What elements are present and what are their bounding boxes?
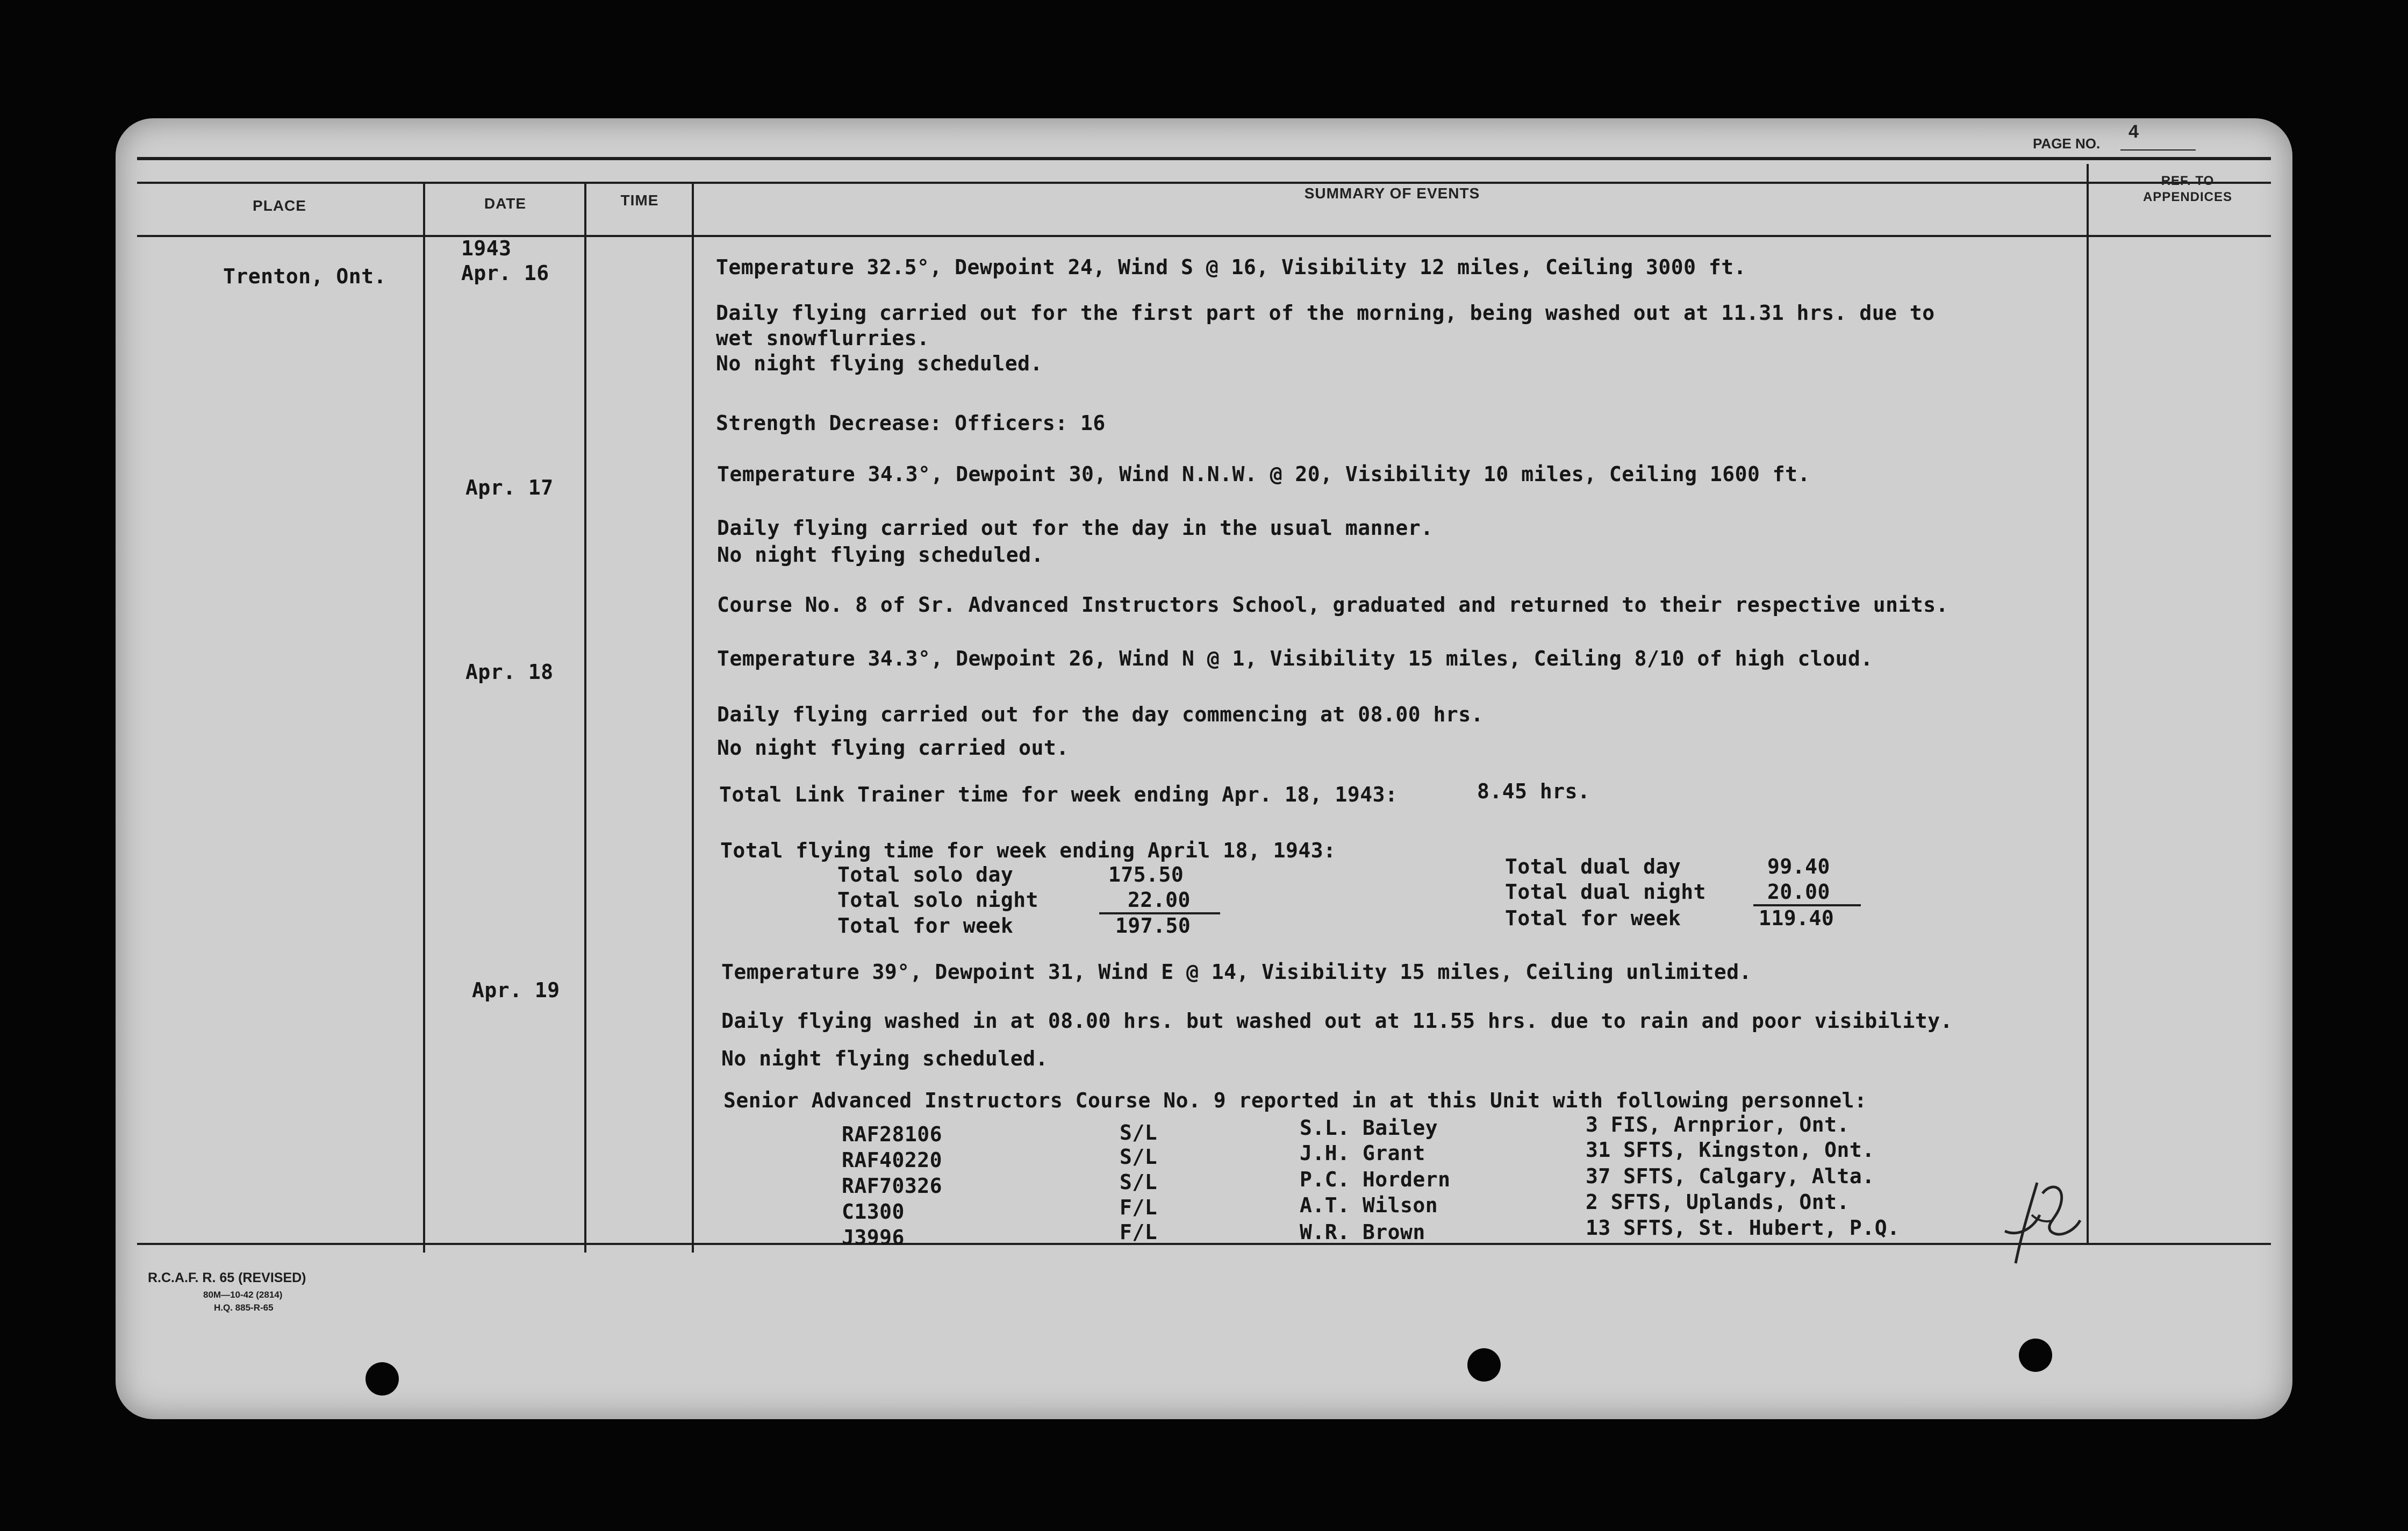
binder-hole: [1467, 1348, 1501, 1382]
apr17-course: Course No. 8 of Sr. Advanced Instructors School, graduated and returned to their respective units.: [717, 593, 1949, 617]
header-bottom-rule: [137, 235, 2271, 237]
apr16-strength: Strength Decrease: Officers: 16: [716, 411, 1106, 435]
personnel-unit: 3 FIS, Arnprior, Ont.: [1586, 1113, 1850, 1136]
dual-day-label: Total dual day: [1505, 855, 1681, 878]
apr16-night: No night flying scheduled.: [716, 352, 1043, 375]
page-number-label: PAGE NO.: [2033, 135, 2101, 152]
apr18-night: No night flying carried out.: [717, 736, 1069, 760]
apr19-weather: Temperature 39°, Dewpoint 31, Wind E @ 14, Visibility 15 miles, Ceiling unlimited.: [721, 960, 1752, 984]
form-hq-code: H.Q. 885-R-65: [214, 1303, 274, 1313]
apr18-weather: Temperature 34.3°, Dewpoint 26, Wind N @ 1, Visibility 15 miles, Ceiling 8/10 of high cloud.: [717, 647, 1873, 670]
personnel-name: S.L. Bailey: [1300, 1116, 1438, 1140]
dual-night-label: Total dual night: [1505, 880, 1707, 904]
apr19-course: Senior Advanced Instructors Course No. 9 reported in at this Unit with following personnel:: [723, 1089, 1867, 1112]
apr18-link-label: Total Link Trainer time for week ending Apr. 18, 1943:: [719, 783, 1398, 806]
solo-week-label: Total for week: [837, 914, 1014, 938]
page-number: 4: [2128, 121, 2139, 142]
apr17-night: No night flying scheduled.: [717, 543, 1044, 567]
apr19-night: No night flying scheduled.: [721, 1047, 1048, 1070]
personnel-rank: S/L: [1120, 1145, 1158, 1169]
binder-hole: [2019, 1339, 2052, 1372]
apr17-flying: Daily flying carried out for the day in the usual manner.: [717, 516, 1434, 540]
apr17-weather: Temperature 34.3°, Dewpoint 30, Wind N.N.W. @ 20, Visibility 10 miles, Ceiling 1600 ft.: [717, 462, 1810, 486]
form-print-code: 80M—10-42 (2814): [203, 1290, 283, 1300]
apr16-weather: Temperature 32.5°, Dewpoint 24, Wind S @ 16, Visibility 12 miles, Ceiling 3000 ft.: [716, 255, 1746, 279]
header-summary: SUMMARY OF EVENTS: [1304, 185, 1480, 202]
personnel-number: J3996: [842, 1226, 905, 1249]
apr16-flying-line2: wet snowflurries.: [716, 326, 930, 350]
place: Trenton, Ont.: [223, 264, 386, 288]
binder-hole: [366, 1362, 399, 1396]
solo-night-label: Total solo night: [837, 888, 1039, 912]
personnel-name: A.T. Wilson: [1300, 1193, 1438, 1217]
apr19-flying: Daily flying washed in at 08.00 hrs. but washed out at 11.55 hrs. due to rain and poor visibility.: [721, 1009, 1953, 1033]
personnel-name: J.H. Grant: [1300, 1141, 1425, 1165]
personnel-number: C1300: [842, 1200, 905, 1224]
personnel-rank: F/L: [1120, 1220, 1158, 1244]
apr18-flying: Daily flying carried out for the day commencing at 08.00 hrs.: [717, 703, 1484, 726]
apr18-flying-total-label: Total flying time for week ending April 18, 1943:: [720, 839, 1336, 862]
column-divider-time: [692, 182, 694, 1253]
dual-night-value: 20.00: [1767, 880, 1830, 904]
personnel-rank: S/L: [1120, 1170, 1158, 1194]
date-apr18: Apr. 18: [465, 660, 554, 684]
page-number-line: [2120, 149, 2196, 151]
personnel-unit: 37 SFTS, Calgary, Alta.: [1586, 1164, 1875, 1188]
personnel-rank: F/L: [1120, 1196, 1158, 1219]
header-ref-line1: REF. TO: [2161, 174, 2214, 188]
column-divider-place: [423, 182, 425, 1253]
personnel-name: W.R. Brown: [1300, 1220, 1425, 1244]
date-apr16: Apr. 16: [461, 261, 549, 285]
bottom-rule: [137, 1243, 2271, 1245]
apr16-flying-line1: Daily flying carried out for the first part of the morning, being washed out at 11.31 hrs. due to: [716, 301, 1935, 325]
handwritten-initials: [2000, 1172, 2086, 1269]
personnel-unit: 2 SFTS, Uplands, Ont.: [1586, 1190, 1850, 1214]
solo-night-value: 22.00: [1128, 888, 1191, 912]
header-top-rule: [137, 182, 2271, 184]
year: 1943: [461, 237, 512, 260]
personnel-name: P.C. Hordern: [1300, 1168, 1451, 1191]
solo-day-label: Total solo day: [837, 863, 1014, 886]
header-time: TIME: [620, 192, 659, 209]
personnel-number: RAF70326: [842, 1174, 943, 1198]
personnel-rank: S/L: [1120, 1121, 1158, 1144]
personnel-number: RAF28106: [842, 1122, 943, 1146]
solo-day-value: 175.50: [1108, 863, 1184, 886]
top-rule: [137, 157, 2271, 160]
dual-day-value: 99.40: [1767, 855, 1830, 878]
dual-week-label: Total for week: [1505, 906, 1681, 930]
form-number: R.C.A.F. R. 65 (REVISED): [148, 1270, 306, 1285]
column-divider-summary: [2087, 164, 2089, 1244]
header-date: DATE: [484, 195, 527, 212]
header-ref-line2: APPENDICES: [2142, 190, 2233, 204]
column-divider-date: [584, 182, 586, 1253]
personnel-number: RAF40220: [842, 1148, 943, 1172]
personnel-unit: 31 SFTS, Kingston, Ont.: [1586, 1138, 1875, 1162]
dual-week-value: 119.40: [1759, 906, 1834, 930]
header-place: PLACE: [253, 197, 306, 214]
solo-week-value: 197.50: [1115, 914, 1191, 938]
date-apr19: Apr. 19: [472, 978, 560, 1002]
personnel-unit: 13 SFTS, St. Hubert, P.Q.: [1586, 1216, 1900, 1240]
date-apr17: Apr. 17: [465, 476, 554, 499]
apr18-link-value: 8.45 hrs.: [1477, 779, 1590, 803]
